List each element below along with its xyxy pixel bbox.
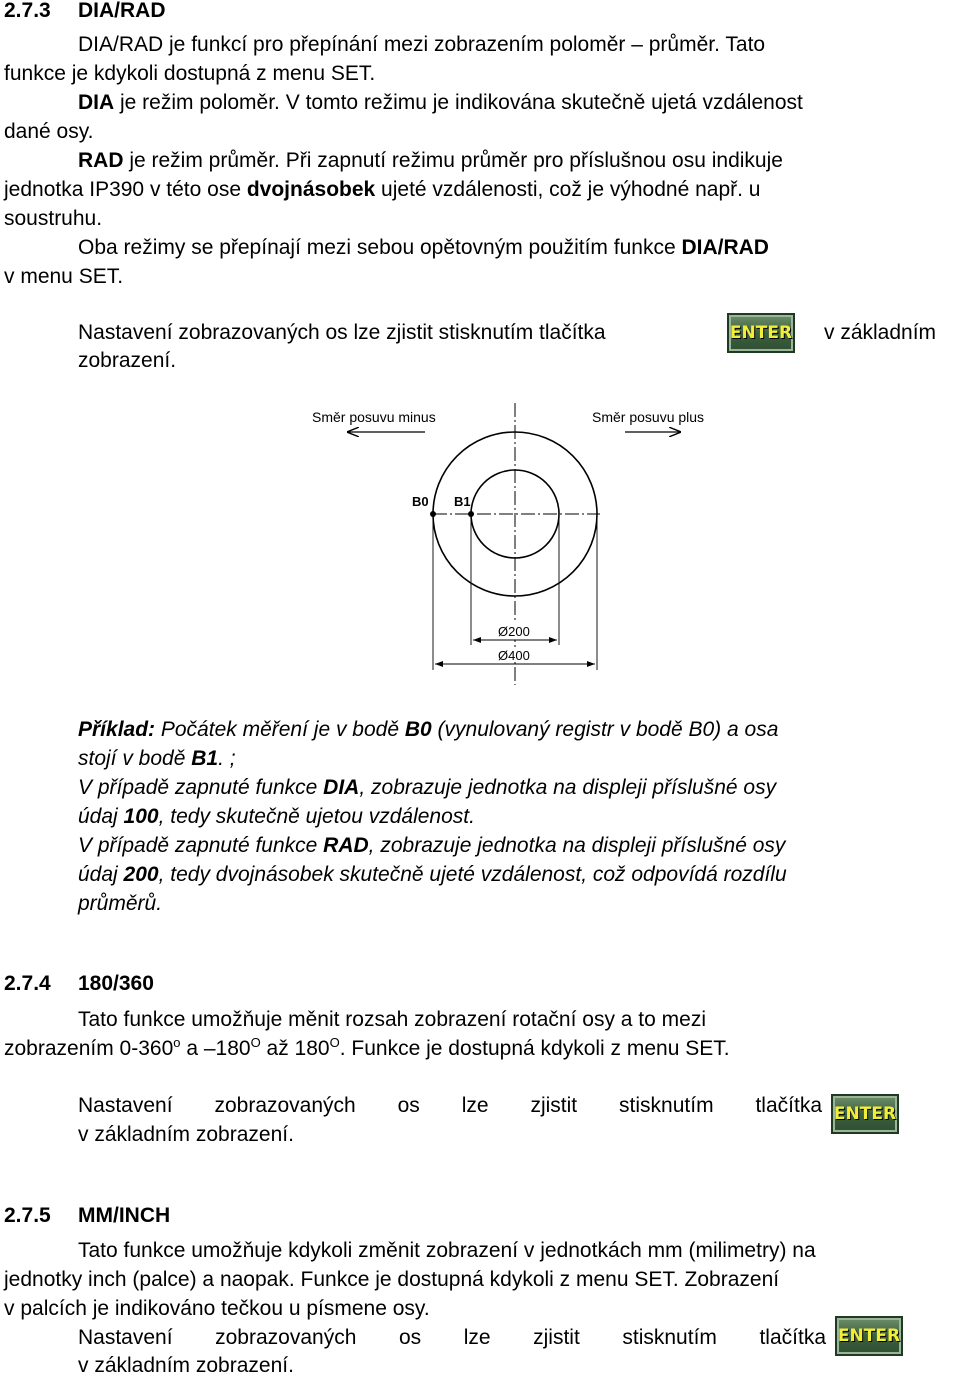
- text-line: dané osy.: [4, 120, 94, 143]
- paragraph-180-360: [4, 1005, 956, 1063]
- text-line: [4, 1034, 956, 1063]
- text-line: [4, 175, 956, 204]
- section-heading-180-360: [4, 969, 154, 998]
- text-span: stojí v bodě: [78, 747, 192, 770]
- label-diameter-200: Ø200: [498, 624, 530, 639]
- term-dia: DIA: [78, 91, 115, 114]
- label-direction-plus: Směr posuvu plus: [592, 409, 705, 425]
- term-rad: RAD: [323, 834, 369, 857]
- text-line: [78, 802, 956, 831]
- paragraph-dia-mode: [4, 88, 956, 146]
- paragraph-toggle: [4, 233, 956, 291]
- term-b0: B0: [404, 718, 432, 741]
- text-span: , zobrazuje jednotka na displeji příslušné osy: [368, 834, 786, 857]
- text-line: průměrů.: [78, 892, 163, 915]
- enter-button[interactable]: [835, 1316, 903, 1356]
- text-line: v palcích je indikováno tečkou u písmene osy.: [4, 1297, 430, 1320]
- text-line: Tato funkce umožňuje kdykoli změnit zobrazení v jednotkách mm (milimetry) na: [78, 1239, 816, 1262]
- example-paragraph: [78, 715, 956, 918]
- term-b1: B1: [191, 747, 219, 770]
- text-line: [4, 233, 956, 262]
- section-number: 2.7.3: [4, 0, 51, 22]
- text-line: jednotky inch (palce) a naopak. Funkce je dostupná kdykoli z menu SET. Zobrazení: [4, 1268, 780, 1291]
- enter-button-label: ENTER: [833, 1103, 897, 1124]
- text-line: [78, 715, 956, 744]
- text-span: . ;: [218, 747, 236, 770]
- text-line: Nastavení zobrazovaných os lze zjistit stisknutím tlačítka: [78, 321, 606, 344]
- text-line: [78, 744, 956, 773]
- label-b1: B1: [454, 494, 471, 509]
- text-line: [78, 860, 956, 889]
- term-dia: DIA: [323, 776, 360, 799]
- text-span: . Funkce je dostupná kdykoli z menu SET.: [339, 1037, 730, 1060]
- radius-diameter-diagram: [300, 395, 740, 690]
- text-line: v základním zobrazení.: [78, 1123, 294, 1146]
- section-heading-mm-inch: [4, 1201, 170, 1230]
- term-double: dvojnásobek: [246, 178, 376, 201]
- text-span: až 180: [260, 1037, 330, 1060]
- section-number: 2.7.5: [4, 1204, 51, 1227]
- paragraph-mm-inch: [4, 1236, 956, 1323]
- text-span: Počátek měření je v bodě: [155, 718, 405, 741]
- text-span: V případě zapnuté funkce: [78, 776, 324, 799]
- section-title: MM/INCH: [78, 1204, 171, 1227]
- section-heading-dia-rad: [4, 0, 166, 25]
- value-100: 100: [123, 805, 159, 828]
- text-span: Oba režimy se přepínají mezi sebou opětovným použitím funkce: [78, 236, 682, 259]
- text-line: DIA/RAD je funkcí pro přepínání mezi zobrazením poloměr – průměr. Tato: [78, 33, 766, 56]
- enter-button[interactable]: [831, 1094, 899, 1134]
- section-title: 180/360: [78, 972, 154, 995]
- term-rad: RAD: [78, 149, 124, 172]
- text-span: zobrazením 0-360: [4, 1037, 174, 1060]
- text-line: [78, 773, 956, 802]
- text-span: , zobrazuje jednotka na displeji příslušné osy: [359, 776, 777, 799]
- section-number: 2.7.4: [4, 972, 51, 995]
- text-span: je režim průměr. Při zapnutí režimu průměr pro příslušnou osu indikuje: [123, 149, 783, 172]
- term-dia-rad: DIA/RAD: [681, 236, 769, 259]
- text-line: Nastavení zobrazovaných os lze zjistit stisknutím tlačítka: [78, 1094, 822, 1117]
- text-line: v základním: [824, 321, 937, 344]
- text-span: , tedy dvojnásobek skutečně ujeté vzdálenost, což odpovídá rozdílu: [158, 863, 787, 886]
- text-line: soustruhu.: [4, 207, 103, 230]
- paragraph-rad-mode: [4, 146, 956, 233]
- label-direction-minus: Směr posuvu minus: [312, 409, 436, 425]
- degree-sup: O: [329, 1035, 340, 1050]
- example-label: Příklad:: [78, 718, 156, 741]
- label-b0: B0: [412, 494, 429, 509]
- degree-sup: o: [173, 1035, 181, 1050]
- text-span: , tedy skutečně ujetou vzdálenost.: [158, 805, 475, 828]
- value-200: 200: [123, 863, 159, 886]
- text-span: a –180: [180, 1037, 251, 1060]
- text-line: v menu SET.: [4, 265, 124, 288]
- text-line: Nastavení zobrazovaných os lze zjistit stisknutím tlačítka: [78, 1326, 826, 1349]
- text-span: (vynulovaný registr v bodě B0) a osa: [431, 718, 779, 741]
- text-span: je režim poloměr. V tomto režimu je indikována skutečně ujetá vzdálenost: [114, 91, 803, 114]
- enter-button[interactable]: [727, 313, 795, 353]
- text-span: údaj: [78, 805, 124, 828]
- enter-button-label: ENTER: [729, 322, 793, 343]
- text-span: údaj: [78, 863, 124, 886]
- text-line: Tato funkce umožňuje měnit rozsah zobrazení rotační osy a to mezi: [78, 1008, 706, 1031]
- text-line: [4, 88, 956, 117]
- paragraph-dia-rad-intro: [4, 30, 956, 88]
- text-span: V případě zapnuté funkce: [78, 834, 324, 857]
- text-line: [78, 831, 956, 860]
- label-diameter-400: Ø400: [498, 648, 530, 663]
- text-span: jednotka IP390 v této ose: [4, 178, 247, 201]
- text-line: [4, 146, 956, 175]
- text-span: ujeté vzdálenosti, což je výhodné např. u: [375, 178, 761, 201]
- enter-button-label: ENTER: [837, 1325, 901, 1346]
- text-line: funkce je kdykoli dostupná z menu SET.: [4, 62, 376, 85]
- text-line: v základním zobrazení.: [78, 1354, 294, 1377]
- degree-sup: O: [250, 1035, 261, 1050]
- text-line: zobrazení.: [78, 349, 177, 372]
- section-title: DIA/RAD: [78, 0, 166, 22]
